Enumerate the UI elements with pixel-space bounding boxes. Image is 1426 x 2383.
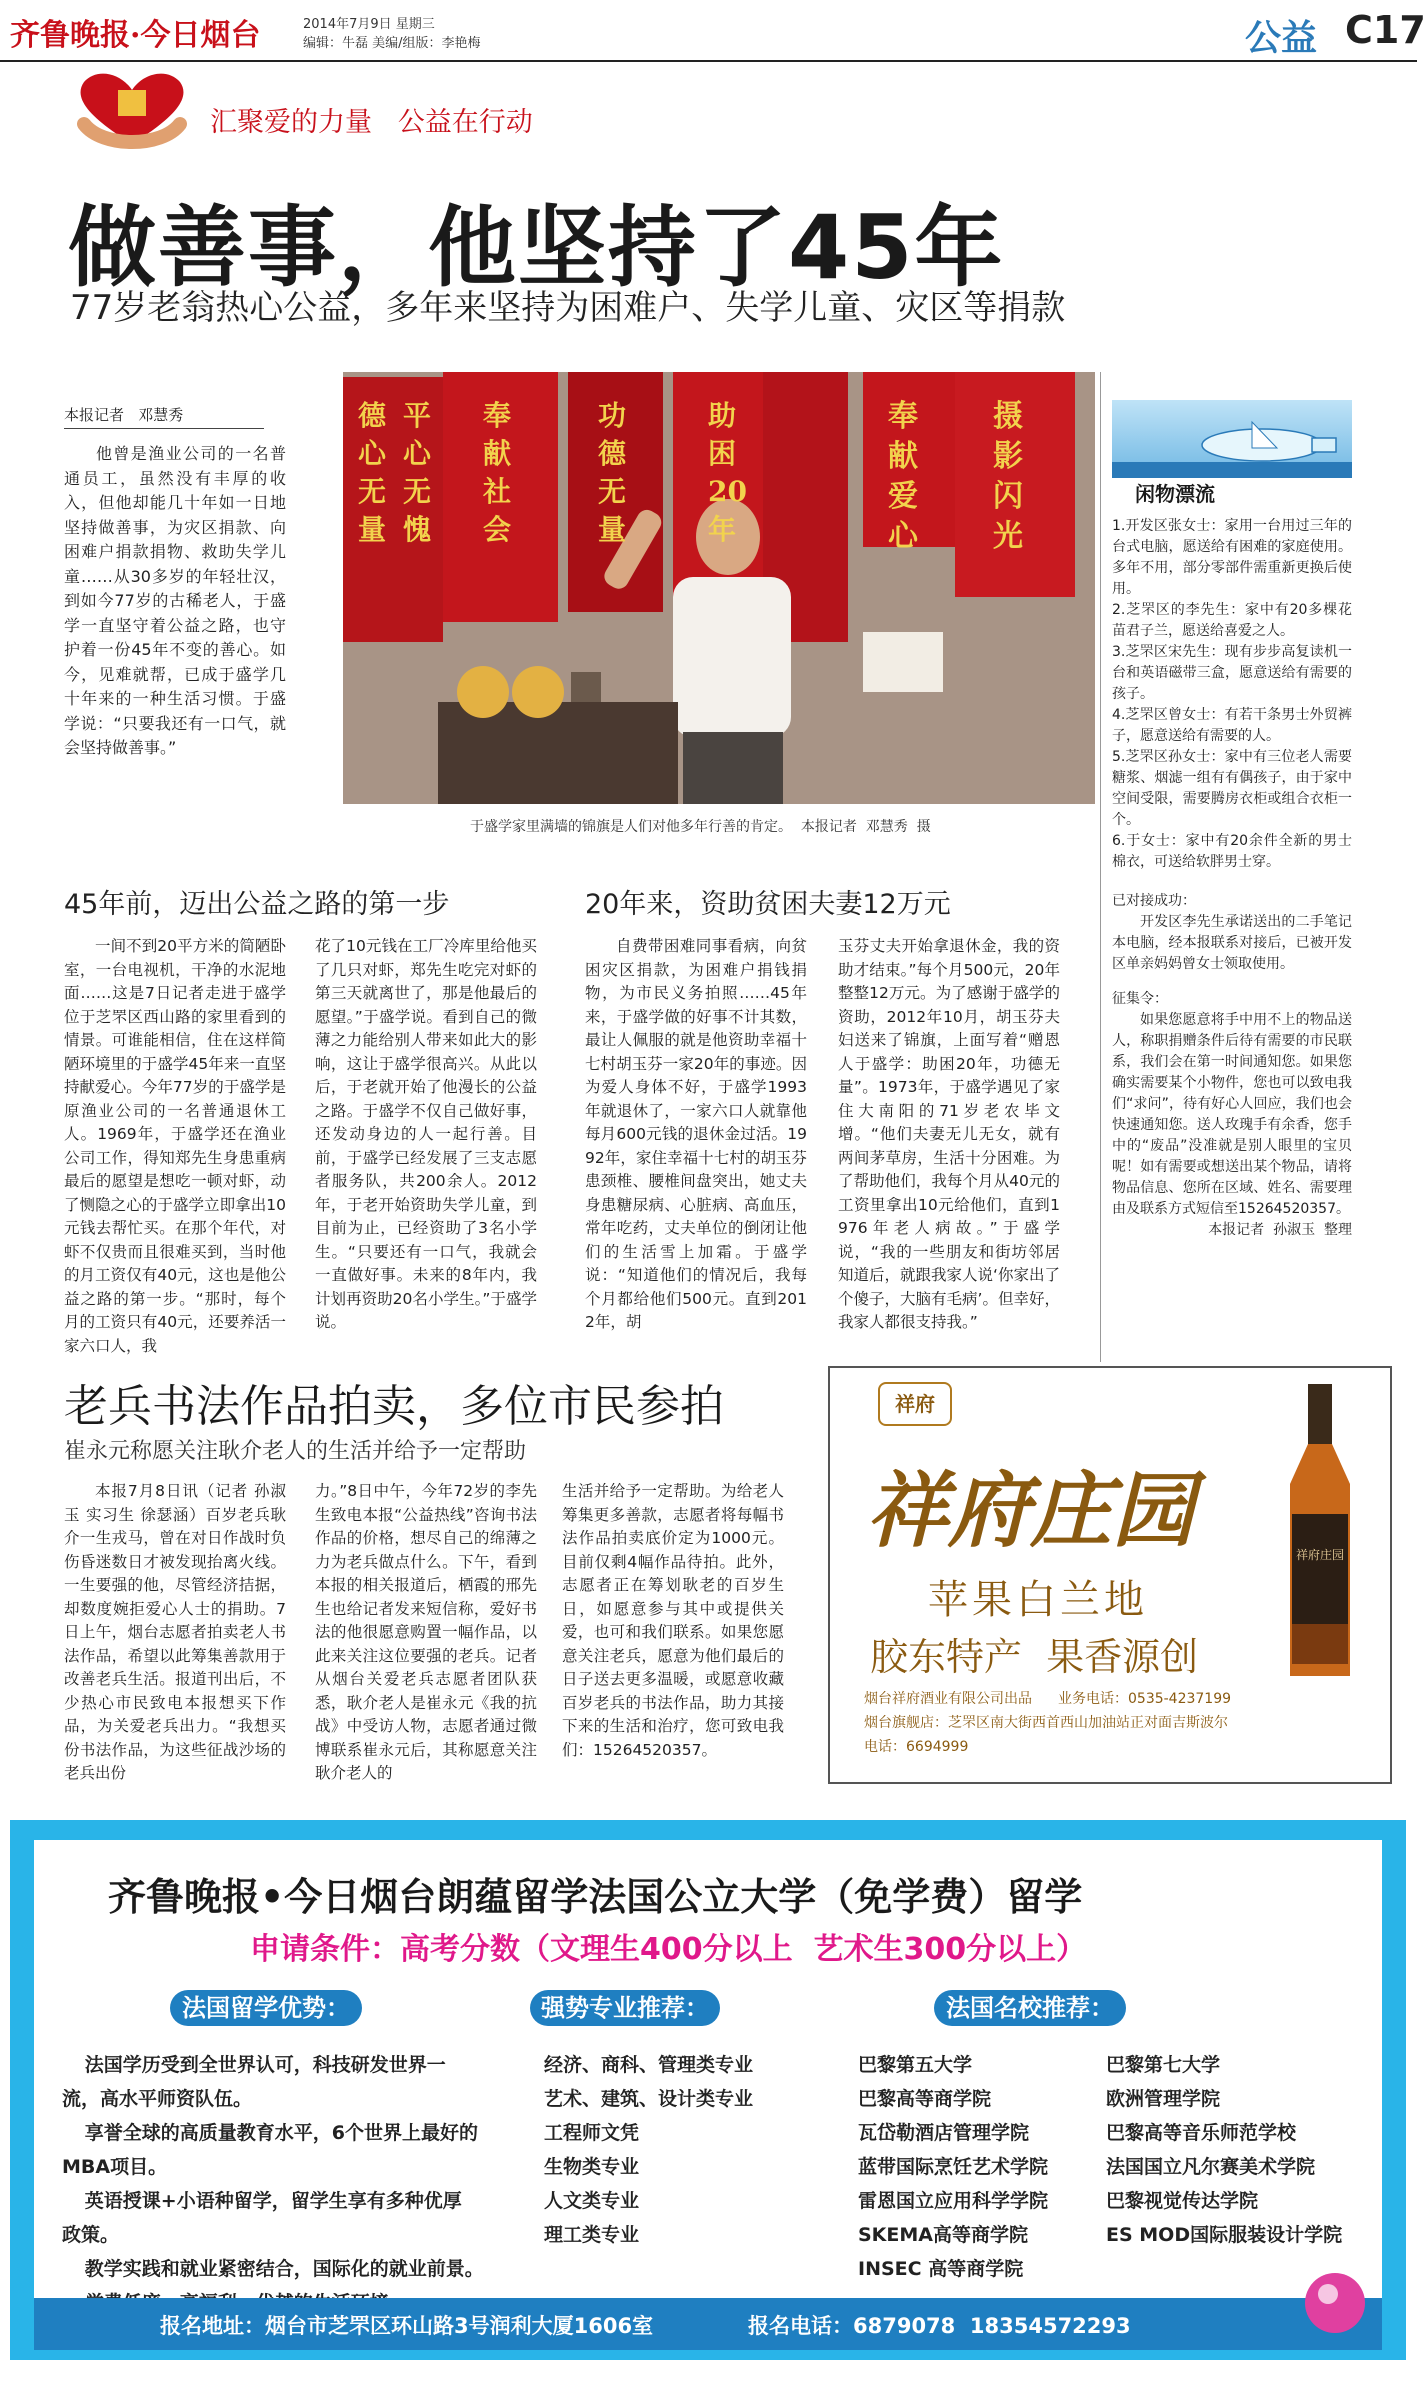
banner-text-2: 平心无愧 xyxy=(403,399,432,546)
photo-caption: 于盛学家里满墙的锦旗是人们对他多年行善的肯定。 本报记者 邓慧秀 摄 xyxy=(470,819,931,835)
brandy-company: 烟台祥府酒业有限公司出品 xyxy=(864,1691,1032,1707)
sidebar-list xyxy=(1112,516,1352,1241)
school-right-3: 巴黎高等音乐师范学校 xyxy=(1106,2122,1297,2144)
story2-col3 xyxy=(562,1480,784,1762)
major-2: 艺术、建筑、设计类专业 xyxy=(544,2088,754,2110)
advantage-4: MBA项目。 xyxy=(62,2156,168,2178)
brandy-ad xyxy=(828,1366,1392,1784)
story2-col3-text: 生活并给予一定帮助。为给老人筹集更多善款，志愿者将每幅书法作品拍卖底价定为1000元。目前仅剩4幅作品待拍。此外，志愿者正在筹划耿老的百岁生日，如愿意参与其中或提供关爱，也可和我们联系。如果您愿意关注老兵，愿意为他们最后的日子送去更多温暖，或愿意收藏百岁老兵的书法作品，助力其接下来的生活和治疗，您可致电我们：15264520357。 xyxy=(562,1482,784,1759)
majors-chip: 强势专业推荐： xyxy=(530,1990,720,2026)
study-ad-condition: 申请条件：高考分数（文理生400分以上 艺术生300分以上） xyxy=(250,1932,1087,1967)
section1-title: 45年前，迈出公益之路的第一步 xyxy=(64,889,450,920)
banner-text-7: 摄影闪光 xyxy=(993,399,1023,554)
school-left-1: 巴黎第五大学 xyxy=(858,2054,973,2076)
story2-subtitle: 崔永元称愿关注耿介老人的生活并给予一定帮助 xyxy=(64,1439,527,1464)
school-right-6: ES MOD国际服装设计学院 xyxy=(1106,2224,1343,2246)
decorative-bubble-icon xyxy=(1300,2268,1370,2338)
brandy-brand: 祥府庄园 xyxy=(866,1463,1194,1559)
byline-rule xyxy=(64,428,264,429)
section-name: 公益 xyxy=(1245,18,1318,59)
schools-chip: 法国名校推荐： xyxy=(934,1990,1126,2026)
advantages-list xyxy=(62,2048,502,2320)
story2-col1 xyxy=(64,1480,286,1786)
school-right-4: 法国国立凡尔赛美术学院 xyxy=(1106,2156,1316,2178)
masthead-date: 2014年7月9日 星期三 xyxy=(303,17,435,32)
banner-text-6: 奉献爱心 xyxy=(888,399,918,554)
banner-text-5: 助困20年 xyxy=(708,399,747,546)
school-left-5: 雷恩国立应用科学学院 xyxy=(858,2190,1049,2212)
major-3: 工程师文凭 xyxy=(544,2122,640,2144)
brandy-phone: 业务电话：0535-4237199 xyxy=(1058,1691,1232,1707)
advantage-7: 教学实践和就业紧密结合，国际化的就业前景。 xyxy=(84,2258,484,2280)
masthead-brand: 齐鲁晚报·今日烟台 xyxy=(10,18,261,53)
schools-right-list xyxy=(1106,2048,1366,2252)
banner-text-3: 奉献社会 xyxy=(483,399,512,546)
sidebar-item-2: 2.芝罘区的李先生：家中有20多棵花苗君子兰，愿送给喜爱之人。 xyxy=(1112,602,1352,639)
story2-col2 xyxy=(315,1480,537,1786)
school-left-6: SKEMA高等商学院 xyxy=(858,2224,1028,2246)
study-ad xyxy=(10,1820,1406,2360)
sidebar-item-3: 3.芝罘区宋先生：现有步步高复读机一台和英语磁带三盒，愿意送给有需要的孩子。 xyxy=(1112,644,1352,702)
sidebar-call-text: 如果您愿意将手中用不上的物品送人，称职捐赠条件后待有需要的市民联系，我们会在第一时间通知您。如果您确实需要某个小物件，您也可以致电我们“求问”，待有好心人回应，我们也会快速通知您。送人玫瑰手有余香，您手中的“废品”没准就是别人眼里的宝贝呢！如有需要或想送出某个物品，请将物品信息、您所在区域、姓名、需要理由及联系方式短信至15264520357。 xyxy=(1112,1012,1352,1217)
study-ad-phone: 报名电话：6879078 18354572293 xyxy=(748,2314,1131,2338)
brandy-store: 烟台旗舰店：芝罘区南大街西首西山加油站正对面吉斯波尔 xyxy=(864,1715,1228,1731)
major-6: 理工类专业 xyxy=(544,2224,640,2246)
sidebar-item-1: 1.开发区张女士：家用一台用过三年的台式电脑，愿送给有困难的家庭使用。多年不用，部分零部件需重新更换后使用。 xyxy=(1112,518,1352,597)
masthead-editors: 编辑：牛磊 美编/组版：李艳梅 xyxy=(303,36,481,51)
sidebar-rule-left xyxy=(1100,372,1101,1362)
major-1: 经济、商科、管理类专业 xyxy=(544,2054,754,2076)
banner-text-4: 功德无量 xyxy=(598,399,627,546)
byline: 本报记者 邓慧秀 xyxy=(64,406,184,424)
page-number: C17 xyxy=(1345,8,1426,52)
slogan: 汇聚爱的力量 公益在行动 xyxy=(210,107,533,138)
school-left-3: 瓦岱勒酒店管理学院 xyxy=(858,2122,1030,2144)
school-right-5: 巴黎视觉传达学院 xyxy=(1106,2190,1259,2212)
story2-col2-text: 力。”8日中午，今年72岁的李先生致电本报“公益热线”咨询书法作品的价格，想尽自己的绵薄之力为老兵做点什么。下午，看到本报的相关报道后，栖霞的邢先生也给记者发来短信称，爱好书法的他很愿意购置一幅作品，以此来关注这位要强的老兵。记者从烟台关爱老兵志愿者团队获悉，耿介老人是崔永元《我的抗战》中受访人物，志愿者通过微博联系崔永元后，其称愿意关注耿介老人的 xyxy=(315,1482,537,1782)
school-right-2: 欧洲管理学院 xyxy=(1106,2088,1221,2110)
section2-col1 xyxy=(585,935,807,1335)
brandy-tel: 电话：6694999 xyxy=(864,1739,969,1755)
sidebar-received-text: 开发区李先生承诺送出的二手笔记本电脑，经本报联系对接后，已被开发区单亲妈妈曾女士领取使用。 xyxy=(1112,914,1352,972)
lead-paragraph xyxy=(64,442,286,761)
advantage-6: 政策。 xyxy=(62,2224,120,2246)
advantage-2: 流，高水平师资队伍。 xyxy=(62,2088,253,2110)
school-right-1: 巴黎第七大学 xyxy=(1106,2054,1221,2076)
banner-text-1: 德心无量 xyxy=(358,399,387,546)
lead-text: 他曾是渔业公司的一名普通员工，虽然没有丰厚的收入，但他却能几十年如一日地坚持做善事，为灾区捐款、向困难户捐款捐物、救助失学儿童……从30多岁的年轻壮汉，到如今77岁的古稀老人，于盛学一直坚守着公益之路，也守护着一份45年不变的善心。如今，见难就帮，已成于盛学几十年来的一种生活习惯。于盛学说：“只要我还有一口气，就会坚持做善事。” xyxy=(64,444,286,757)
study-ad-address: 报名地址：烟台市芝罘区环山路3号润利大厦1606室 xyxy=(160,2314,654,2338)
photo xyxy=(343,372,1095,804)
school-left-7: INSEC 高等商学院 xyxy=(858,2258,1024,2280)
section1-col2-text: 花了10元钱在工厂冷库里给他买了几只对虾，郑先生吃完对虾的第三天就离世了，那是他最后的愿望。”于盛学说。看到自己的微薄之力能给别人带来如此大的影响，这让于盛学很高兴。从此以后，于老就开始了他漫长的公益之路。于盛学不仅自己做好事，还发动身边的人一起行善。目前，于盛学已经发展了三支志愿者服务队，共200余人。2012年，于老开始资助失学儿童，到目前为止，已经资助了3名小学生。“只要还有一口气，我就会一直做好事。未来的8年内，我计划再资助20名小学生。”于盛学说。 xyxy=(315,937,537,1331)
sidebar-received-title: 已对接成功： xyxy=(1112,893,1196,909)
section2-title: 20年来，资助贫困夫妻12万元 xyxy=(585,889,951,920)
section2-col2 xyxy=(838,935,1060,1335)
advantage-1: 法国学历受到全世界认可，科技研发世界一 xyxy=(84,2054,446,2076)
brandy-seal: 祥府 xyxy=(878,1382,952,1426)
sidebar-title: 闲物漂流 xyxy=(1135,482,1215,506)
masthead-rule xyxy=(0,60,1417,62)
advantages-chip: 法国留学优势： xyxy=(170,1990,362,2026)
brandy-bottle-label: 祥府庄园 xyxy=(1296,1548,1345,1562)
major-4: 生物类专业 xyxy=(544,2156,640,2178)
school-left-2: 巴黎高等商学院 xyxy=(858,2088,992,2110)
sidebar-call-title: 征集令： xyxy=(1112,991,1168,1007)
sidebar-item-5: 5.芝罘区孙女士：家中有三位老人需要糖浆、烟滤一组有有偶孩子，由于家中空间受限，需要腾房衣柜或组合衣柜一个。 xyxy=(1112,749,1352,828)
majors-list xyxy=(544,2048,804,2252)
headline-subtitle: 77岁老翁热心公益，多年来坚持为困难户、失学儿童、灾区等捐款 xyxy=(70,288,1066,328)
section2-col1-text: 自费带困难同事看病，向贫困灾区捐款，为困难户捐钱捐物，为市民义务拍照……45年来，于盛学做的好事不计其数，最让人佩服的就是他资助幸福十七村胡玉芬一家20年的事迹。因为爱人身体不好，于盛学1993年就退休了，一家六口人就靠他每月600元钱的退休金过活。1992年，家住幸福十七村的胡玉芬患颈椎、腰椎间盘突出，她丈夫身患糖尿病、心脏病、高血压，常年吃药，丈夫单位的倒闭让他们的生活雪上加霜。于盛学说：“知道他们的情况后，我每个月都给他们500元。直到2012年，胡 xyxy=(585,937,807,1331)
major-5: 人文类专业 xyxy=(544,2190,640,2212)
section1-col1-text: 一间不到20平方米的简陋卧室，一台电视机，干净的水泥地面……这是7日记者走进于盛学位于芝罘区西山路的家里看到的情景。可谁能相信，住在这样简陋环境里的于盛学45年来一直坚持献爱心。今年77岁的于盛学是原渔业公司的一名普通退休工人。1969年，于盛学还在渔业公司工作，得知郑先生身患重病最后的愿望是想吃一顿对虾，动了恻隐之心的于盛学立即拿出10元钱去帮忙买。在那个年代，对虾不仅贵而且很难买到，当时他的月工资仅有40元，这也是他公益之路的第一步。“那时，每个月的工资只有40元，还要养活一家六口人，我 xyxy=(64,937,286,1355)
advantage-5: 英语授课+小语种留学，留学生享有多种优厚 xyxy=(84,2190,462,2212)
brandy-slogan: 胶东特产 果香源创 xyxy=(870,1635,1199,1679)
sidebar-item-6: 6.于女士：家中有20余件全新的男士棉衣，可送给软胖男士穿。 xyxy=(1112,833,1352,870)
bottle-icon xyxy=(1112,400,1352,478)
section1-col2 xyxy=(315,935,537,1335)
sidebar-signoff: 本报记者 孙淑玉 整理 xyxy=(1208,1222,1352,1238)
sidebar-banner xyxy=(1112,400,1352,478)
section2-col2-text: 玉芬丈夫开始拿退休金，我的资助才结束。”每个月500元，20年整整12万元。为了感谢于盛学的资助，2012年10月，胡玉芬夫妇送来了锦旗，上面写着“赠恩人于盛学：助困20年，功德无量”。1973年，于盛学遇见了家住大南阳的71岁老农毕文增。“他们夫妻无儿无女，就有两间茅草房，生活十分困难。为了帮助他们，我每个月从40元的工资里拿出10元给他们，直到1976年老人病故。”于盛学说，“我的一些朋友和街坊邻居知道后，就跟我家人说‘你家出了个傻子，大脑有毛病’。但幸好，我家人都很支持我。” xyxy=(838,937,1060,1331)
schools-left-list xyxy=(858,2048,1108,2286)
brandy-bottle-icon xyxy=(1270,1384,1370,1684)
advantage-3: 享誉全球的高质量教育水平，6个世界上最好的 xyxy=(84,2122,479,2144)
story2-title: 老兵书法作品拍卖，多位市民参拍 xyxy=(64,1381,724,1432)
brandy-product: 苹果白兰地 xyxy=(928,1577,1148,1623)
headline: 做善事，他坚持了45年 xyxy=(68,196,1005,299)
school-left-4: 蓝带国际烹饪艺术学院 xyxy=(858,2156,1049,2178)
study-ad-title: 齐鲁晚报•今日烟台朗蕴留学法国公立大学（免学费）留学 xyxy=(108,1875,1083,1919)
story2-col1-text: 本报7月8日讯（记者 孙淑玉 实习生 徐瑟涵）百岁老兵耿介一生戎马，曾在对日作战时负伤昏迷数日才被发现抬离火线。一生要强的他，尽管经济拮据，却数度婉拒爱心人士的捐助。7日上午，烟台志愿者拍卖老人书法作品，希望以此筹集善款用于改善老兵生活。报道刊出后，不少热心市民致电本报想买下作品，为关爱老兵出力。“我想买份书法作品，为这些征战沙场的老兵出份 xyxy=(64,1482,286,1782)
section1-col1 xyxy=(64,935,286,1358)
heart-hands-logo xyxy=(62,64,202,150)
sidebar-item-4: 4.芝罘区曾女士：有若干条男士外贸裤子，愿意送给有需要的人。 xyxy=(1112,707,1352,744)
